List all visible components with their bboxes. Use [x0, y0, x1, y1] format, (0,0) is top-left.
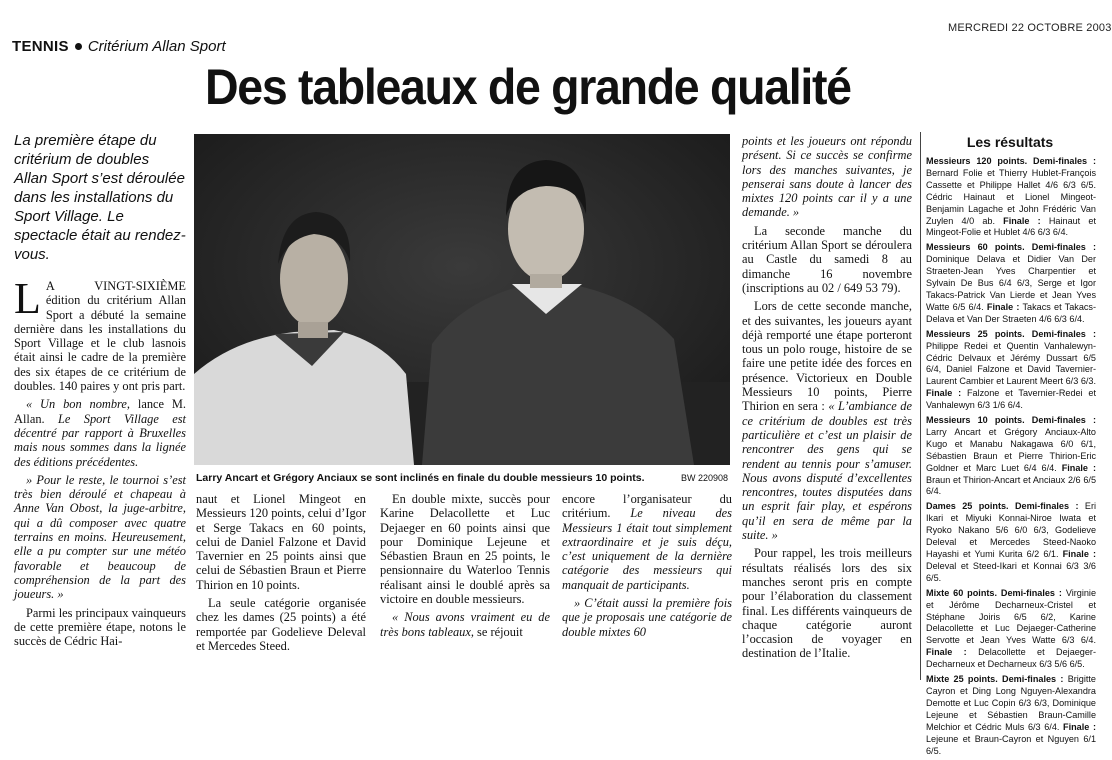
result-final-label: Finale : — [1063, 721, 1096, 732]
paragraph-text: se réjouit — [473, 624, 523, 639]
result-final-text: Lejeune et Braun-Cayron et Nguyen 6/1 6/5. — [926, 733, 1096, 756]
paragraph: naut et Lionel Mingeot en Messieurs 120 points, celui d’Igor et Serge Takacs en 60 points, celui de Daniel Falzone et David Tavernier en 25 points ainsi que celui de Sébastien Braun et Pierre Thirion en 10 points. — [196, 492, 366, 592]
article-column-5 — [742, 134, 912, 665]
result-final-label: Finale : — [926, 647, 967, 658]
article-column-4 — [562, 492, 732, 643]
result-text: Virginie et Jérôme Decharneux-Cristel et Stéphane Joiris 6/5 6/2, Karine Delacollette et Luc Dejaeger-Catherine Servotte et Jean Yves Watte 6/3 6/4. — [926, 587, 1096, 646]
section-kicker — [12, 38, 226, 55]
result-block — [926, 242, 1096, 325]
result-text: Brigitte Cayron et Ding Long Nguyen-Alexandra Demotte et Luc Copin 6/3 6/3, Dominique Lejeune et Sébastien Braun-Camille Melchior et Cédric Muls 6/3 6/4. — [926, 674, 1096, 732]
results-title: Les résultats — [966, 134, 1054, 150]
paragraph: En double mixte, succès pour Karine Delacollette et Luc Dejaeger en 60 points ainsi que pour Dominique Lejeune et Sébastien Braun en 25 points, le pensionnaire du Waterloo Tennis réalisant ainsi le doublé après sa victoire en double messieurs. — [380, 492, 550, 607]
subsection-label: Critérium Allan Sport — [87, 38, 226, 55]
result-final-text: Delacollette et Dejaeger-Decharneux et Decharneux 6/3 5/6 6/5. — [926, 647, 1096, 670]
paragraph — [14, 397, 186, 468]
result-block — [926, 415, 1096, 498]
photo — [194, 134, 730, 465]
paragraph-text: encore l’organisateur du critérium. — [562, 492, 732, 521]
result-final-label: Finale : — [1061, 462, 1096, 473]
result-final-text: Falzone et Tavernier-Redei et Vanhalewyn 6/3 1/6 6/4. — [926, 388, 1096, 411]
paragraph: » Pour le reste, le tournoi s’est très bien déroulé et chapeau à Anne Van Obost, la juge-arbitre, qui a dû composer avec quatre terrains en moins. Heureusement, elle a pu compter sur une météo favorable et beaucoup de compréhension de la part des joueurs. » — [14, 472, 186, 602]
bullet-icon — [75, 43, 82, 50]
result-final-label: Finale : — [1062, 549, 1096, 559]
paragraph — [742, 299, 912, 542]
section-label: TENNIS — [12, 38, 69, 55]
paragraph-text: lance M. Allan. — [14, 397, 186, 426]
quote-text: Le Sport Village est décentré par rapport à Bruxelles mais nous sommes dans la lignée des éditions précédentes. — [14, 411, 186, 469]
column-divider — [920, 132, 921, 680]
photo-caption — [196, 472, 730, 484]
paragraph: Pour rappel, les trois meilleurs résultats réalisés lors des six manches seront pris en compte pour l’élaboration du classement final. Les différents vainqueurs de chaque catégorie auront l’occasion de voyager en destination de l’Italie. — [742, 546, 912, 661]
result-text: Bernard Folie et Thierry Hublet-François Cassette et Philippe Hallet 4/6 6/3 6/5. Cédric Hainaut et Lionel Mingeot-Benjamin Lagache et John Frédéric Van Zuylen 4/0 ab. — [926, 167, 1096, 226]
paragraph: La seule catégorie organisée chez les dames (25 points) a été remportée par Godelieve Deleval et Mercedes Steed. — [196, 596, 366, 653]
paragraph — [14, 274, 186, 394]
result-text: Dominique Delava et Didier Van Der Straeten-Jean Yves Charpentier et Sylvain De Bus 6/4 6/3, Serge et Igor Takacs-Patrick Van Lierde et Jean Yves Watte 6/5 6/4. — [926, 254, 1096, 312]
result-final-label: Finale : — [986, 301, 1020, 312]
paragraph: » C’était aussi la première fois que je proposais une catégorie de double mixtes 60 — [562, 596, 732, 639]
result-final-text: Hainaut et Mingeot-Folie et Hublet 4/6 6/3 6/4. — [926, 215, 1096, 238]
result-heading: Mixte 60 points. Demi-finales : — [926, 587, 1062, 598]
quote-text: « Un bon nombre, — [26, 397, 131, 412]
result-final-text: Deleval et Steed-Ikari et Konnai 6/3 3/6 6/5. — [926, 560, 1096, 583]
result-block — [926, 588, 1096, 671]
result-final-label: Finale : — [926, 388, 962, 399]
drop-cap: L — [14, 274, 41, 323]
quote-text: « Nous avons vraiment eu de très bons tableaux, — [380, 610, 550, 639]
result-heading: Messieurs 120 points. Demi-finales : — [926, 156, 1096, 166]
result-final-text: Takacs et Takacs-Delava et Van Der Straeten 4/6 6/3 6/4. — [926, 301, 1096, 324]
paragraph — [380, 610, 550, 639]
photo-credit: BW 220908 — [680, 473, 728, 483]
result-block — [926, 501, 1096, 584]
result-final-label: Finale : — [1003, 215, 1041, 226]
result-heading: Dames 25 points. Demi-finales : — [926, 501, 1079, 512]
results-list — [926, 156, 1096, 760]
paragraph: Parmi les principaux vainqueurs de cette première étape, notons le succès de Cédric Hai- — [14, 605, 187, 649]
article-column-1 — [14, 274, 187, 652]
result-final-text: Braun et Thirion-Ancart et Anciaux 2/6 6/5 6/4. — [926, 474, 1096, 497]
result-text: Philippe Redei et Quentin Vanhalewyn-Cédric Delvaux et Jérémy Dussart 6/5 6/4, Daniel Falzone et David Tavernier-Laurent Cambier et Laurent Meert 6/3 6/3. — [926, 340, 1096, 387]
result-block — [926, 674, 1096, 757]
paragraph-text: Lors de cette seconde manche, et des suivantes, les joueurs ayant déjà remporté une étape porteront tous un polo rouge, histoire de se faire une petite idée des forces en présence. Victorieux en Double Messieurs 10 points, Pierre Thirion en sera : — [742, 299, 912, 414]
result-block — [926, 329, 1096, 412]
article-column-3 — [380, 492, 550, 643]
result-text: Eri Ikari et Miyuki Konnai-Niroe Iwata et Ryoko Nakano 5/6 6/0 6/3, Godelieve Deleval et Mercedes Steed-Naoko Hayashi et Yumi Kurita 6/2 6/1. — [926, 501, 1097, 559]
issue-date: MERCREDI 22 OCTOBRE 2003 — [948, 22, 1112, 34]
result-text: Larry Ancart et Grégory Anciaux-Alto Kugo et Manabu Nakagawa 6/0 6/1, Sébastien Braun et Pierre Thirion-Eric Goldner et Marc Luet 6/4 6/4. — [926, 426, 1096, 473]
result-block — [926, 156, 1096, 239]
result-heading: Mixte 25 points. Demi-finales : — [926, 674, 1064, 685]
paragraph-text: A VINGT-SIXIÈME édition du critérium Allan Sport a débuté la semaine dernière dans les installations du Sport Village et le club lasnois était ainsi le cadre de la première des six étapes de ce critérium de doubles. 140 paires y ont pris part. — [14, 279, 186, 394]
result-heading: Messieurs 25 points. Demi-finales : — [926, 328, 1096, 339]
quote-text: Le niveau des Messieurs 1 était tout simplement extraordinaire et je suis déçu, c’est uniquement de la dernière catégorie des messieurs qui manquait de participants. — [562, 506, 732, 592]
result-heading: Messieurs 10 points. Demi-finales : — [926, 415, 1096, 426]
headline: Des tableaux de grande qualité — [205, 59, 851, 115]
result-heading: Messieurs 60 points. Demi-finales : — [926, 242, 1096, 253]
paragraph: points et les joueurs ont répondu présent. Si ce succès se confirme lors des manches suivantes, je penserai sans doute à lancer des mixtes 120 points car il y a une demande. » — [742, 134, 912, 220]
players-photo — [194, 134, 730, 465]
article-lead: La première étape du critérium de doubles Allan Sport s’est déroulée dans les installations du Sport Village. Le spectacle était au rendez-vous. — [14, 132, 186, 263]
quote-text: « L’ambiance de ce critérium de doubles est très particulière et c’est un plaisir de rencontrer des gens qui se rendent au tennis pour s’amuser. Nous avons disputé d’excellentes rencontres, toutes disputées dans un esprit fair play, et espérons qu’il en sera de même par la suite. » — [742, 399, 912, 543]
article-column-2 — [196, 492, 366, 657]
paragraph — [562, 492, 732, 592]
caption-text: Larry Ancart et Grégory Anciaux se sont inclinés en finale du double messieurs 10 points. — [196, 472, 645, 484]
paragraph: La seconde manche du critérium Allan Sport se déroulera au Castle du samedi 8 au dimanche 16 novembre (inscriptions au 02 / 649 53 79). — [742, 223, 912, 295]
